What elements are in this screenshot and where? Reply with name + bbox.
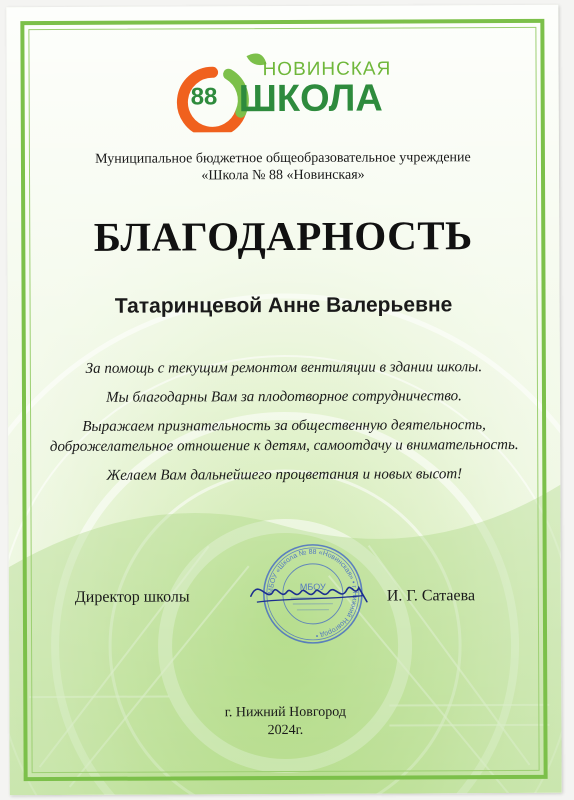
paragraph-4: Желаем Вам дальнейшего процветания и новых высот!: [106, 466, 463, 484]
footer-year: 2024г.: [267, 722, 304, 739]
director-title: Директор школы: [74, 588, 190, 606]
logo-top-text: НОВИНСКАЯ: [262, 58, 392, 81]
school-logo: [154, 49, 414, 132]
certificate-sheet: [6, 5, 561, 795]
paragraph-3: Выражаем признательность за общественную деятельность, доброжелательное отношение к детям, самоотдачу и внимательность.: [49, 417, 519, 456]
footer: [49, 703, 521, 741]
recipient-name: Татаринцевой Анне Валерьевне: [114, 293, 453, 318]
logo-number: 88: [190, 83, 218, 111]
organization-line-2: «Школа № 88 «Новинская»: [201, 167, 365, 184]
director-signature: [247, 572, 371, 613]
paragraph-1: За помощь с текущим ремонтом вентиляции в здании школы.: [85, 359, 483, 377]
organization-name: [47, 149, 519, 185]
stamp-inner-text: МБОУ: [299, 581, 326, 592]
footer-city: г. Нижний Новгород: [224, 704, 347, 721]
director-name: И. Г. Сатаева: [386, 587, 476, 605]
logo-main-text: ШКОЛА: [238, 77, 383, 121]
body-text: [48, 357, 521, 495]
stamp-ring-text: МБОУ «Школа № 88 «Новинская» • г. Нижний Новгород •: [267, 548, 358, 639]
document-title: БЛАГОДАРНОСТЬ: [93, 212, 473, 260]
organization-line-1: Муниципальное бюджетное общеобразовательное учреждение: [95, 150, 471, 167]
paragraph-2: Мы благодарны Вам за плодотворное сотрудничество.: [106, 388, 462, 406]
